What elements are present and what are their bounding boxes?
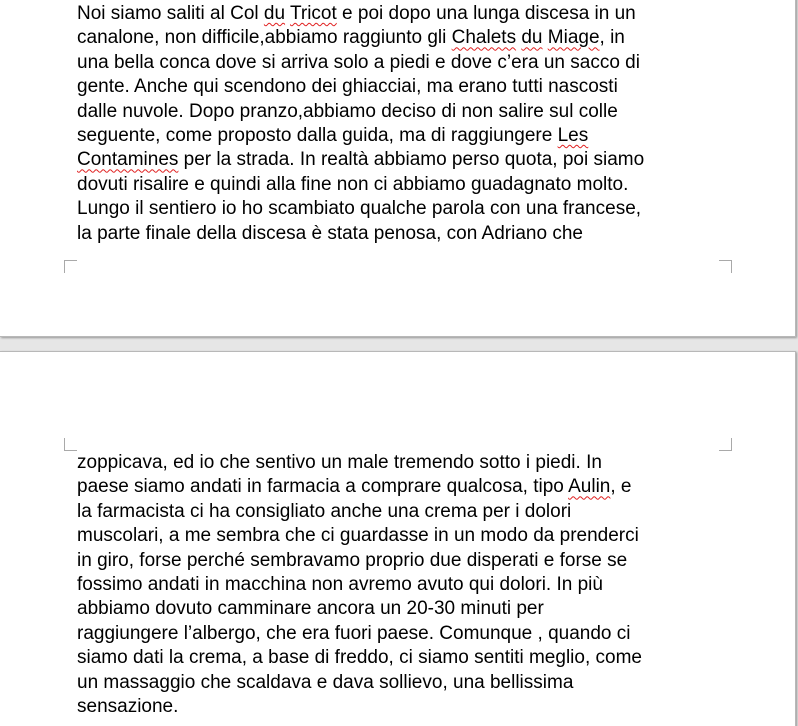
text-line: zoppicava, ed io che sentivo un male tremendo sotto i piedi. In	[77, 452, 602, 473]
text-line: in giro, forse perché sembravamo proprio due disperati e forse se	[77, 549, 628, 571]
text-line: fossimo andati in macchina non avremo avuto qui dolori. In più	[77, 573, 603, 595]
spellcheck-flagged-word[interactable]: Tricot	[289, 3, 337, 24]
text-line: dovuti risalire e quindi alla fine non ci abbiamo guadagnato molto.	[77, 173, 629, 195]
spellcheck-flagged-word[interactable]: Contamines	[77, 149, 179, 171]
text-line: Lungo il sentiero io ho scambiato qualche parola con una francese,	[77, 198, 642, 220]
text-line: gente. Anche qui scendono dei ghiacciai, ma erano tutti nascosti	[77, 76, 618, 98]
spellcheck-flagged-word[interactable]: Chalets	[451, 27, 517, 49]
text-line: Contamines per la strada. In realtà abbiamo perso quota, poi siamo	[77, 149, 645, 171]
text-line: Noi siamo saliti al Col du Tricot e poi dopo una lunga discesa in un	[77, 3, 636, 24]
spellcheck-flagged-word[interactable]: du	[263, 3, 286, 24]
spellcheck-flagged-word[interactable]: Miage	[547, 27, 600, 49]
crop-mark-bottom-left	[64, 260, 77, 273]
text-line: muscolari, a me sembra che ci guardasse in un modo da prenderci	[77, 525, 639, 547]
spellcheck-flagged-word[interactable]: Aulin	[568, 476, 611, 498]
document-page-1[interactable]	[0, 0, 796, 337]
page-2-text[interactable]	[77, 451, 737, 719]
text-line: la parte finale della discesa è stata penosa, con Adriano che	[77, 222, 583, 244]
text-line: dalle nuvole. Dopo pranzo,abbiamo deciso di non salire sul colle	[77, 100, 618, 122]
text-line: seguente, come proposto dalla guida, ma di raggiungere Les	[77, 124, 589, 146]
text-line: una bella conca dove si arriva solo a piedi e dove c’era un sacco di	[77, 51, 640, 73]
spellcheck-flagged-word[interactable]: du	[521, 27, 543, 49]
text-line: abbiamo dovuto camminare ancora un 20-30 minuti per	[77, 598, 544, 620]
text-line: un massaggio che scaldava e dava sollievo, una bellissima	[77, 671, 574, 693]
text-line: canalone, non difficile,abbiamo raggiunto gli Chalets du Miage, in	[77, 27, 625, 49]
spellcheck-flagged-word[interactable]: Les	[557, 124, 589, 146]
crop-mark-top-left	[64, 438, 77, 451]
page-1-text[interactable]	[77, 2, 737, 246]
text-line: siamo dati la crema, a base di freddo, ci siamo sentiti meglio, come	[77, 647, 642, 669]
text-line: paese siamo andati in farmacia a comprare qualcosa, tipo Aulin, e	[77, 476, 632, 498]
crop-mark-top-right	[719, 438, 732, 451]
text-line: raggiungere l’albergo, che era fuori paese. Comunque , quando ci	[77, 622, 631, 644]
crop-mark-bottom-right	[719, 260, 732, 273]
text-line: la farmacista ci ha consigliato anche una crema per i dolori	[77, 500, 572, 522]
document-page-2[interactable]	[0, 351, 796, 726]
text-line: sensazione.	[77, 695, 179, 717]
